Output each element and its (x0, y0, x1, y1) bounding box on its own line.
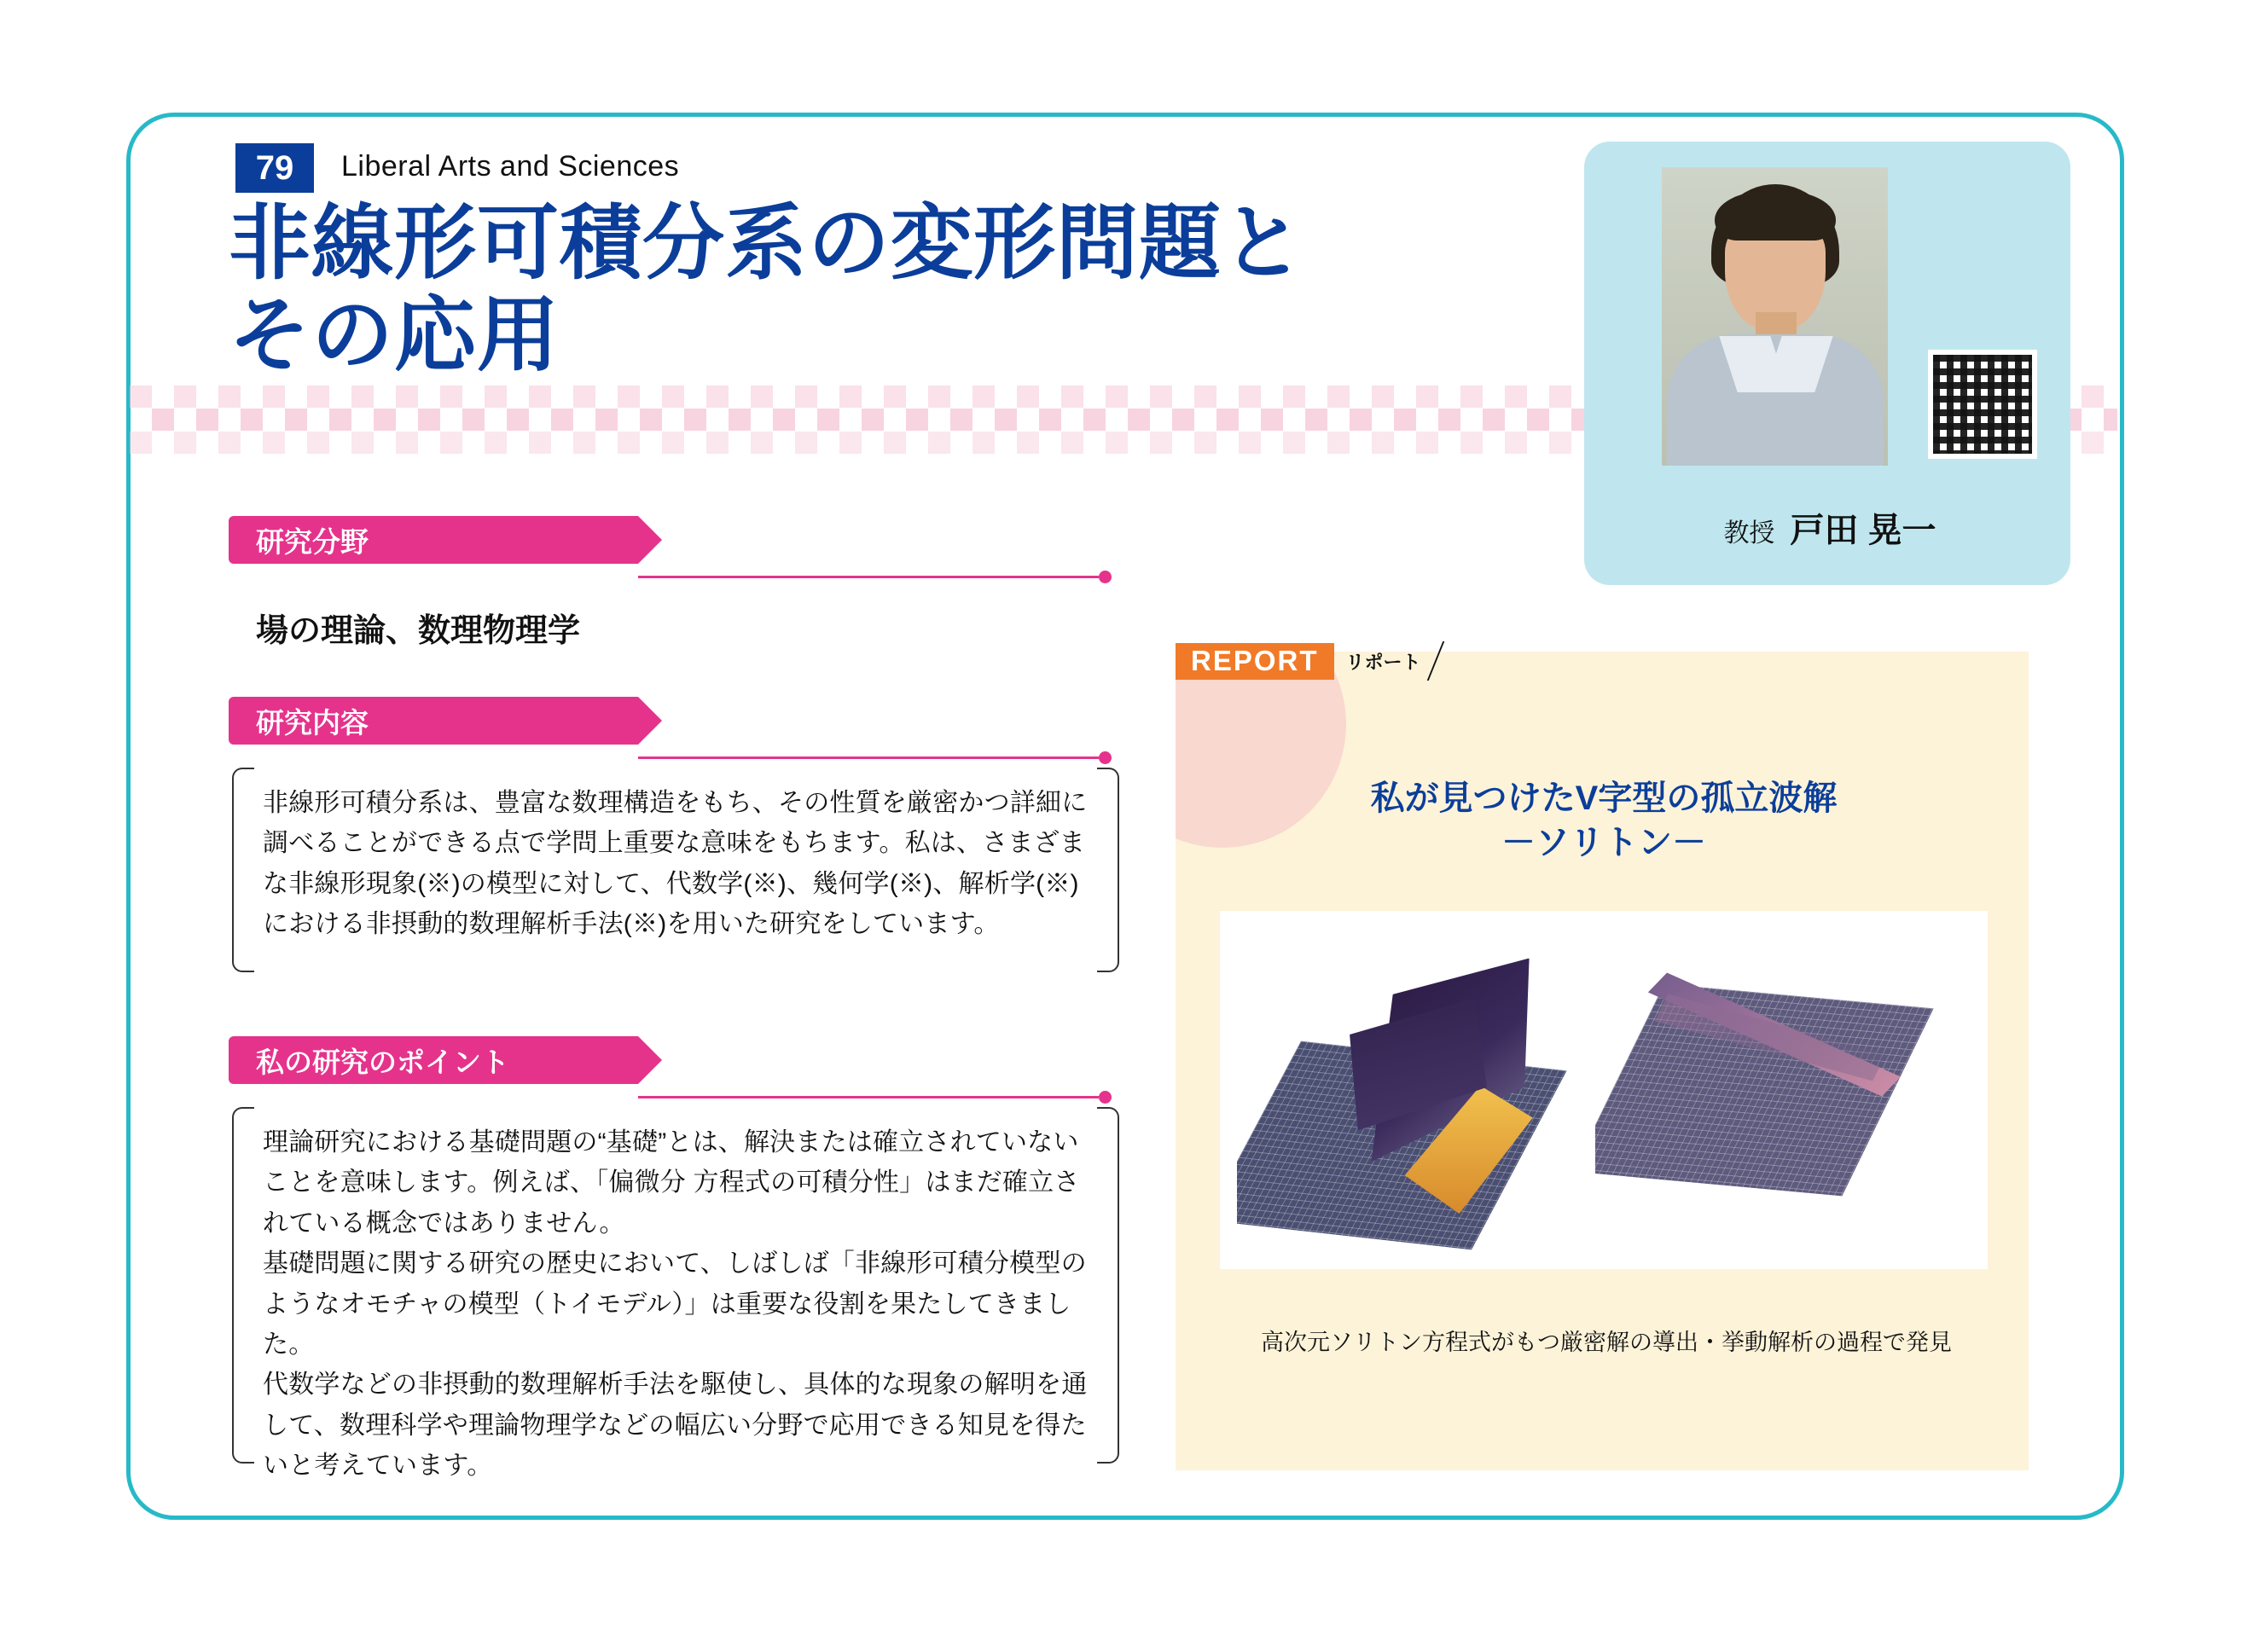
page-title-line1: 非線形可積分系の変形問題と (229, 198, 1304, 289)
report-tag (1176, 641, 1435, 681)
section-heading-research-points: 私の研究のポイント (229, 1036, 638, 1084)
research-points-paragraph-1: 理論研究における基礎問題の“基礎”とは、解決または確立されていないことを意味します。例えば、「偏微分 方程式の可積分性」はまだ確立されている概念ではありません。 (263, 1128, 1080, 1238)
research-points-paragraph-3: 代数学などの非摂動的数理解析手法を駆使し、具体的な現象の解明を通して、数理科学や理論物理学などの幅広い分野で応用できる知見を得たいと考えています。 (263, 1371, 1088, 1481)
section-dot-3 (1099, 1091, 1112, 1104)
research-points-box (232, 1107, 1119, 1481)
soliton-figure (1220, 911, 1988, 1269)
research-content-paragraph: 非線形可積分系は、豊富な数理構造をもち、その性質を厳密かつ詳細に調べることができる点で学問上重要な意味をもちます。私は、さまざまな非線形現象(※)の模型に対して、代数学(※)、幾何学(※)、解析学(※)における非摂動的数理解析手法(※)を用いた研究をしています。 (263, 789, 1088, 939)
research-points-paragraph-2: 基礎問題に関する研究の歴史において、しばしば「非線形可積分模型のようなオモチャの模型（トイモデル）」は重要な役割を果たしてきました。 (263, 1249, 1087, 1359)
section-rule-1 (638, 576, 1099, 578)
page-number-badge: 79 (235, 143, 314, 193)
department-label: Liberal Arts and Sciences (341, 150, 680, 183)
soliton-surface-right-icon (1595, 962, 1971, 1243)
figure-caption: 高次元ソリトン方程式がもつ厳密解の導出・挙動解析の過程で発見 (1261, 1330, 1952, 1355)
report-tag-en: REPORT (1176, 643, 1334, 680)
section-heading-research-content: 研究内容 (229, 697, 638, 745)
section-dot-1 (1099, 571, 1112, 583)
report-title-line2: －ソリトン－ (1501, 824, 1706, 861)
page-title-line2: その応用 (229, 289, 560, 381)
research-content-box (232, 768, 1119, 972)
qr-code-icon[interactable] (1928, 350, 2037, 459)
professor-photo (1662, 167, 1888, 466)
page-title (229, 198, 1594, 381)
section-rule-2 (638, 756, 1099, 759)
section-heading-research-field: 研究分野 (229, 516, 638, 564)
soliton-surface-left-icon (1237, 936, 1595, 1252)
report-title (1194, 776, 2013, 865)
research-field-value: 場の理論、数理物理学 (256, 613, 581, 649)
report-title-line1: 私が見つけたV字型の孤立波解 (1370, 780, 1838, 817)
professor-rank: 教授 (1723, 519, 1775, 548)
professor-name: 戸田 晃一 (1790, 512, 1936, 549)
professor-name-block (1646, 503, 2013, 552)
section-rule-3 (638, 1096, 1099, 1098)
report-tag-jp: リポート (1345, 651, 1421, 673)
section-dot-2 (1099, 751, 1112, 764)
